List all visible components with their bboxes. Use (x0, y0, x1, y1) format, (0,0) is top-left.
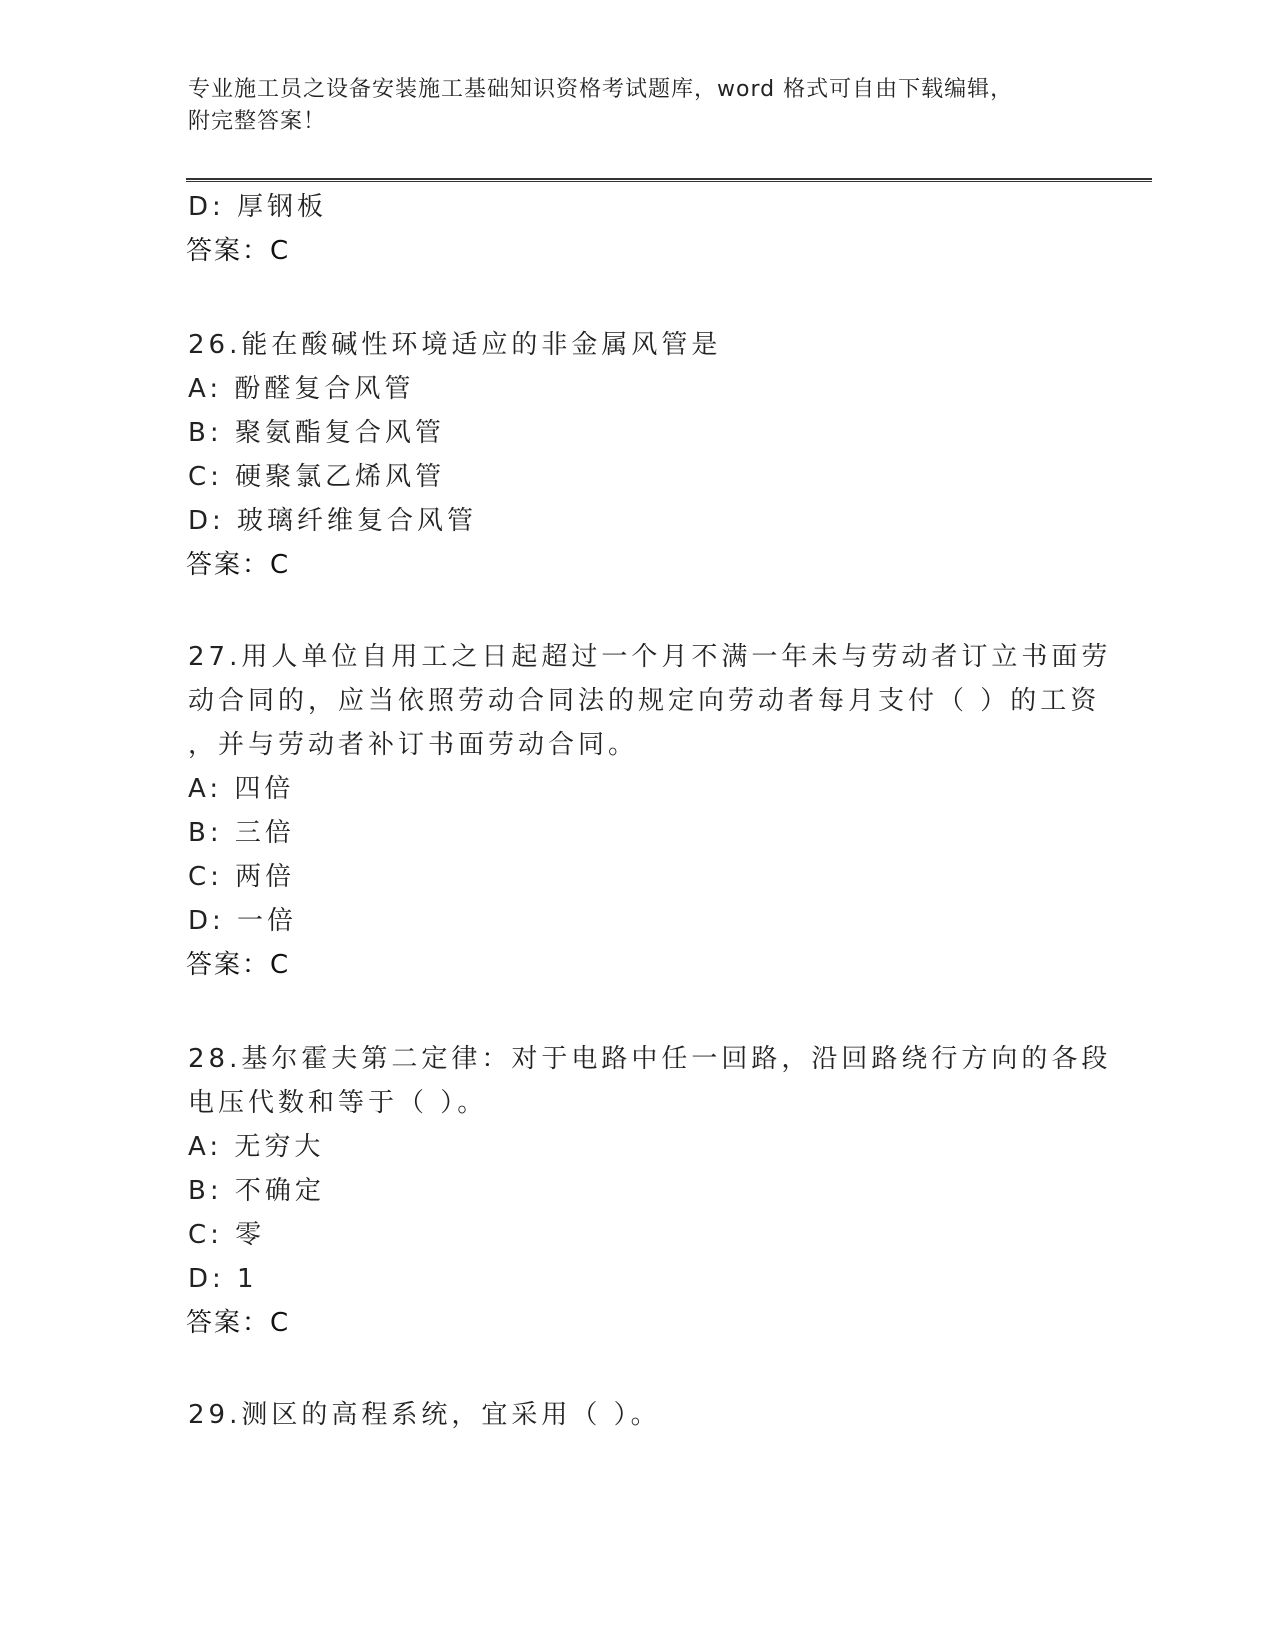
q28-answer: 答案：C (186, 1308, 291, 1338)
q28-option-a: A: 无穷大 (188, 1132, 325, 1162)
q28-option-c: C: 零 (188, 1220, 266, 1250)
header-line-1: 专业施工员之设备安装施工基础知识资格考试题库，word 格式可自由下载编辑， (188, 77, 1014, 102)
q27-option-d: D: 一倍 (188, 906, 298, 936)
q27-option-c: C: 两倍 (188, 862, 296, 892)
q27-answer: 答案：C (186, 950, 291, 980)
q26-option-b: B: 聚氨酯复合风管 (188, 418, 445, 448)
q27-option-b: B: 三倍 (188, 818, 295, 848)
q27-stem-line-3: ，并与劳动者补订书面劳动合同。 (188, 730, 639, 760)
q26-stem: 26.能在酸碱性环境适应的非金属风管是 (188, 330, 722, 360)
q27-stem-line-1: 27.用人单位自用工之日起超过一个月不满一年未与劳动者订立书面劳 (188, 642, 1112, 672)
q29-stem: 29.测区的高程系统，宜采用（ ）。 (188, 1400, 661, 1430)
q28-option-d: D: 1 (188, 1264, 258, 1294)
q26-option-a: A: 酚醛复合风管 (188, 374, 415, 404)
header-line-2: 附完整答案！ (188, 109, 327, 134)
q27-stem-line-2: 动合同的，应当依照劳动合同法的规定向劳动者每月支付（ ）的工资 (188, 686, 1101, 716)
q26-option-c: C: 硬聚氯乙烯风管 (188, 462, 446, 492)
q25-option-d: D: 厚钢板 (188, 192, 328, 222)
q28-stem-line-2: 电压代数和等于（ ）。 (188, 1088, 488, 1118)
q25-answer: 答案：C (186, 236, 291, 266)
document-header (188, 74, 1088, 138)
q28-stem-line-1: 28.基尔霍夫第二定律：对于电路中任一回路，沿回路绕行方向的各段 (188, 1044, 1112, 1074)
q28-option-b: B: 不确定 (188, 1176, 325, 1206)
header-divider (186, 178, 1152, 182)
q27-option-a: A: 四倍 (188, 774, 295, 804)
q26-answer: 答案：C (186, 550, 291, 580)
q26-option-d: D: 玻璃纤维复合风管 (188, 506, 478, 536)
